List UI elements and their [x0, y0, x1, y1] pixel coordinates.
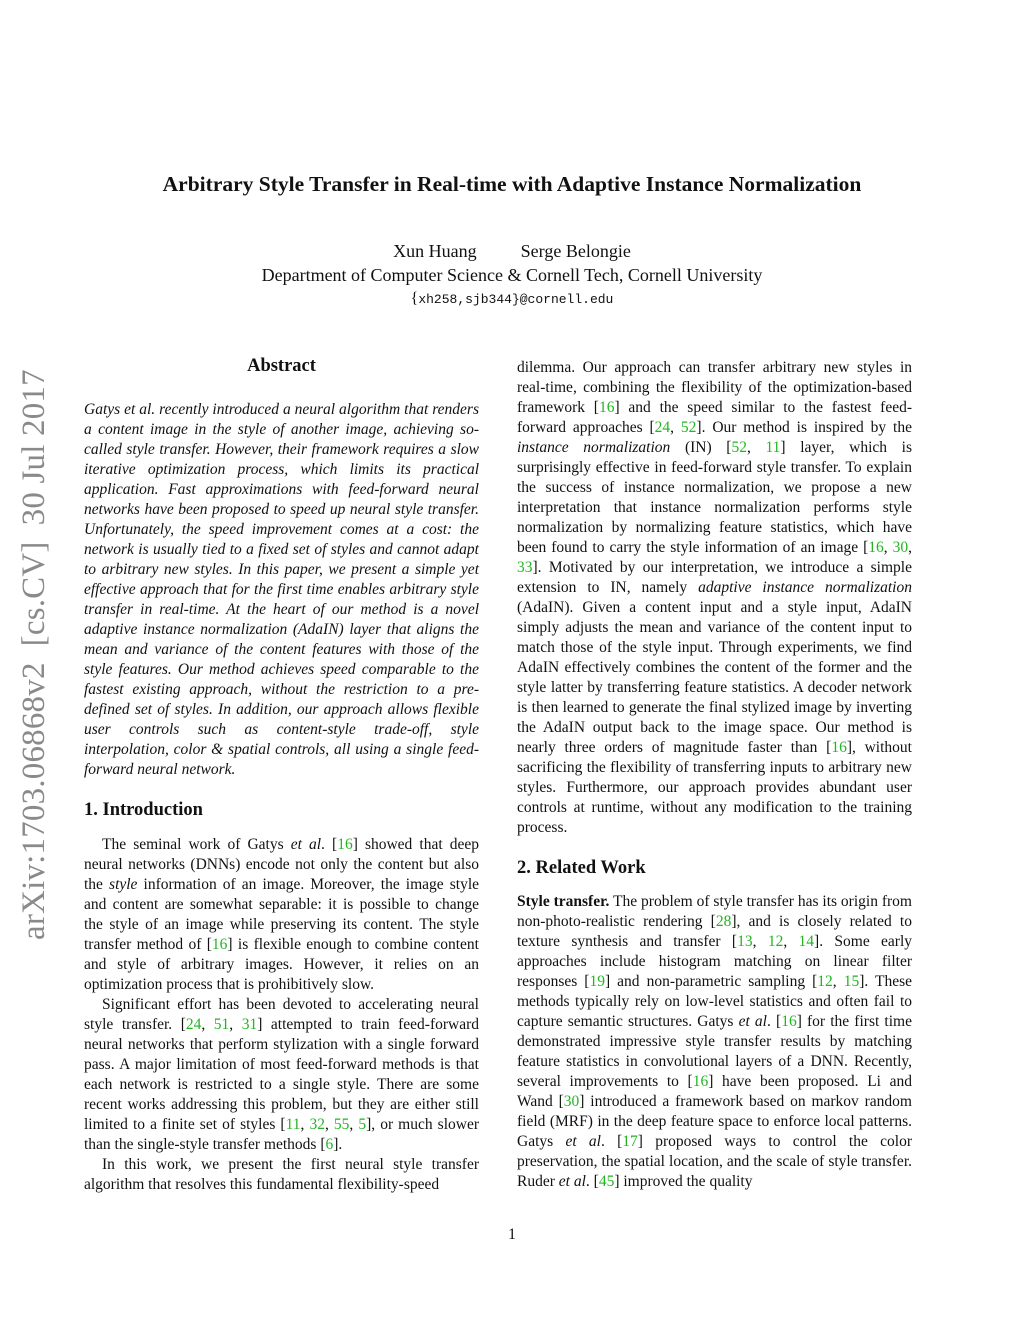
arxiv-stamp: [16, 370, 53, 940]
related-work-heading: 2. Related Work: [517, 858, 646, 878]
citation-link[interactable]: 16: [337, 836, 353, 853]
paper-title: Arbitrary Style Transfer in Real-time with Adaptive Instance Normalization: [162, 172, 862, 196]
citation-link[interactable]: 17: [622, 1133, 638, 1150]
citation-link[interactable]: 33: [517, 559, 533, 576]
citation-link[interactable]: 45: [598, 1173, 615, 1190]
intro-paragraph-1: The seminal work of Gatys et al. [16] showed that deep neural networks (DNNs) encode not only the content but also the style information of an image. Moreover, the image style and content are somewhat separable: it is possible to change the style of an image while preserving its content. The style transfer method of [16] is flexible enough to combine content and style of arbitrary images. However, it relies on an optimization process that is prohibitively slow.: [84, 836, 480, 993]
citation-link[interactable]: 11: [765, 439, 781, 456]
citation-link[interactable]: 30: [892, 539, 909, 556]
intro-paragraph-4: dilemma. Our approach can transfer arbitrary new styles in real-time, combining the flexibility of the optimization-based framework [16] and the speed similar to the fastest feed-forward approaches [24, 52]. Our method is inspired by the instance normalization (IN) [52, 11] layer, which is surprisingly effective in feed-forward style transfer. To explain the success of instance normalization, we propose a new interpretation that instance normalization performs style normalization by normalizing feature statistics, which have been found to carry the style information of an image [16, 30, 33]. Motivated by our interpretation, we introduce a simple extension to IN, namely adaptive instance normalization (AdaIN). Given a content input and a style input, AdaIN simply adjusts the mean and variance of the content input to match those of the style input. Through experiments, we find AdaIN effectively combines the content of the former and the style latter by transferring feature statistics. A decoder network is then learned to generate the final stylized image by inverting the AdaIN output back to the image space. Our method is nearly three orders of magnitude faster than [16], without sacrificing the flexibility of transferring inputs to arbitrary new styles. Furthermore, our approach provides abundant user controls at runtime, without any modification to the training process.: [517, 359, 912, 836]
citation-link[interactable]: 16: [692, 1073, 709, 1090]
arxiv-category: [cs.CV]: [16, 541, 52, 647]
citation-link[interactable]: 51: [213, 1016, 230, 1033]
citation-link[interactable]: 11: [285, 1116, 301, 1133]
arxiv-date: 30 Jul 2017: [16, 369, 52, 526]
citation-link[interactable]: 5: [358, 1116, 367, 1133]
email-ids: xh258,sjb344: [418, 292, 512, 307]
citation-link[interactable]: 52: [680, 419, 697, 436]
intro-paragraph-2: Significant effort has been devoted to accelerating neural style transfer. [24, 51, 31] attempted to train feed-forward neural networks that perform stylization with a single forward pass. A major limitation of most feed-forward methods is that each network is restricted to a single style. There are some recent works addressing this problem, but they are either still limited to a finite set of styles [11, 32, 55, 5], or much slower than the single-style transfer methods [6].: [84, 996, 480, 1153]
related-work-paragraph: Style transfer. The problem of style transfer has its origin from non-photo-realistic rendering [28], and is closely related to texture synthesis and transfer [13, 12, 14]. Some early approaches include histogram matching on linear filter responses [19] and non-parametric sampling [12, 15]. These methods typically rely on low-level statistics and often fail to capture semantic structures. Gatys et al. [16] for the first time demonstrated impressive style transfer results by matching feature statistics in convolutional layers of a DNN. Recently, several improvements to [16] have been proposed. Li and Wand [30] introduced a framework based on markov random field (MRF) in the deep feature space to enforce local patterns. Gatys et al. [17] proposed ways to control the color preservation, the spatial location, and the scale of style transfer. Ruder et al. [45] improved the quality: [517, 893, 913, 1190]
author-name: Xun Huang: [393, 241, 477, 261]
page-number: 1: [508, 1226, 516, 1243]
citation-link[interactable]: 28: [715, 913, 732, 930]
citation-link[interactable]: 15: [843, 973, 860, 990]
citation-link[interactable]: 12: [817, 973, 833, 990]
intro-paragraph-3: In this work, we present the first neural style transfer algorithm that resolves this fundamental flexibility-speed: [84, 1156, 479, 1193]
author-name: Serge Belongie: [520, 241, 631, 261]
citation-link[interactable]: 52: [731, 439, 747, 456]
citation-link[interactable]: 24: [654, 419, 671, 436]
citation-link[interactable]: 13: [737, 933, 753, 950]
citation-link[interactable]: 30: [563, 1093, 580, 1110]
citation-link[interactable]: 16: [598, 399, 615, 416]
intro-heading: 1. Introduction: [84, 800, 203, 820]
citation-link[interactable]: 16: [868, 539, 884, 556]
citation-link[interactable]: 16: [781, 1013, 797, 1030]
abstract-text: Gatys et al. recently introduced a neural algorithm that renders a content image in the style of another image, achieving so-called style transfer. However, their framework requires a slow iterative optimization process, which limits its practical application. Fast approximations with feed-forward neural networks have been proposed to speed up neural style transfer. Unfortunately, the speed improvement comes at a cost: the network is usually tied to a fixed set of styles and cannot adapt to arbitrary new styles. In this paper, we present a simple yet effective approach that for the first time enables arbitrary style transfer in real-time. At the heart of our method is a novel adaptive instance normalization (AdaIN) layer that aligns the mean and variance of the content features with those of the style features. Our method achieves speed comparable to the fastest existing approach, without the restriction to a pre-defined set of styles. In addition, our approach allows flexible user controls such as content-style trade-off, style interpolation, color & spatial controls, all using a single feed-forward neural network.: [84, 401, 479, 778]
citation-link[interactable]: 14: [798, 933, 815, 950]
arxiv-id: arXiv:1703.06868v2: [16, 662, 52, 940]
email-domain: }@cornell.edu: [511, 292, 614, 307]
citation-link[interactable]: 16: [831, 739, 847, 756]
right-column: [517, 358, 912, 1192]
citation-link[interactable]: 24: [185, 1016, 202, 1033]
email-brace-open: {: [410, 290, 419, 307]
intro-body: [84, 835, 479, 1195]
abstract-heading: Abstract: [247, 356, 316, 376]
citation-link[interactable]: 31: [241, 1016, 258, 1033]
author-email: [0, 290, 1024, 308]
author-list: [0, 241, 1024, 262]
citation-link[interactable]: 55: [333, 1116, 350, 1133]
affiliation: Department of Computer Science & Cornell Tech, Cornell University: [261, 265, 763, 285]
citation-link[interactable]: 12: [767, 933, 784, 950]
citation-link[interactable]: 32: [309, 1116, 325, 1133]
citation-link[interactable]: 19: [589, 973, 605, 990]
citation-link[interactable]: 16: [211, 936, 228, 953]
citation-link[interactable]: 6: [325, 1136, 334, 1153]
